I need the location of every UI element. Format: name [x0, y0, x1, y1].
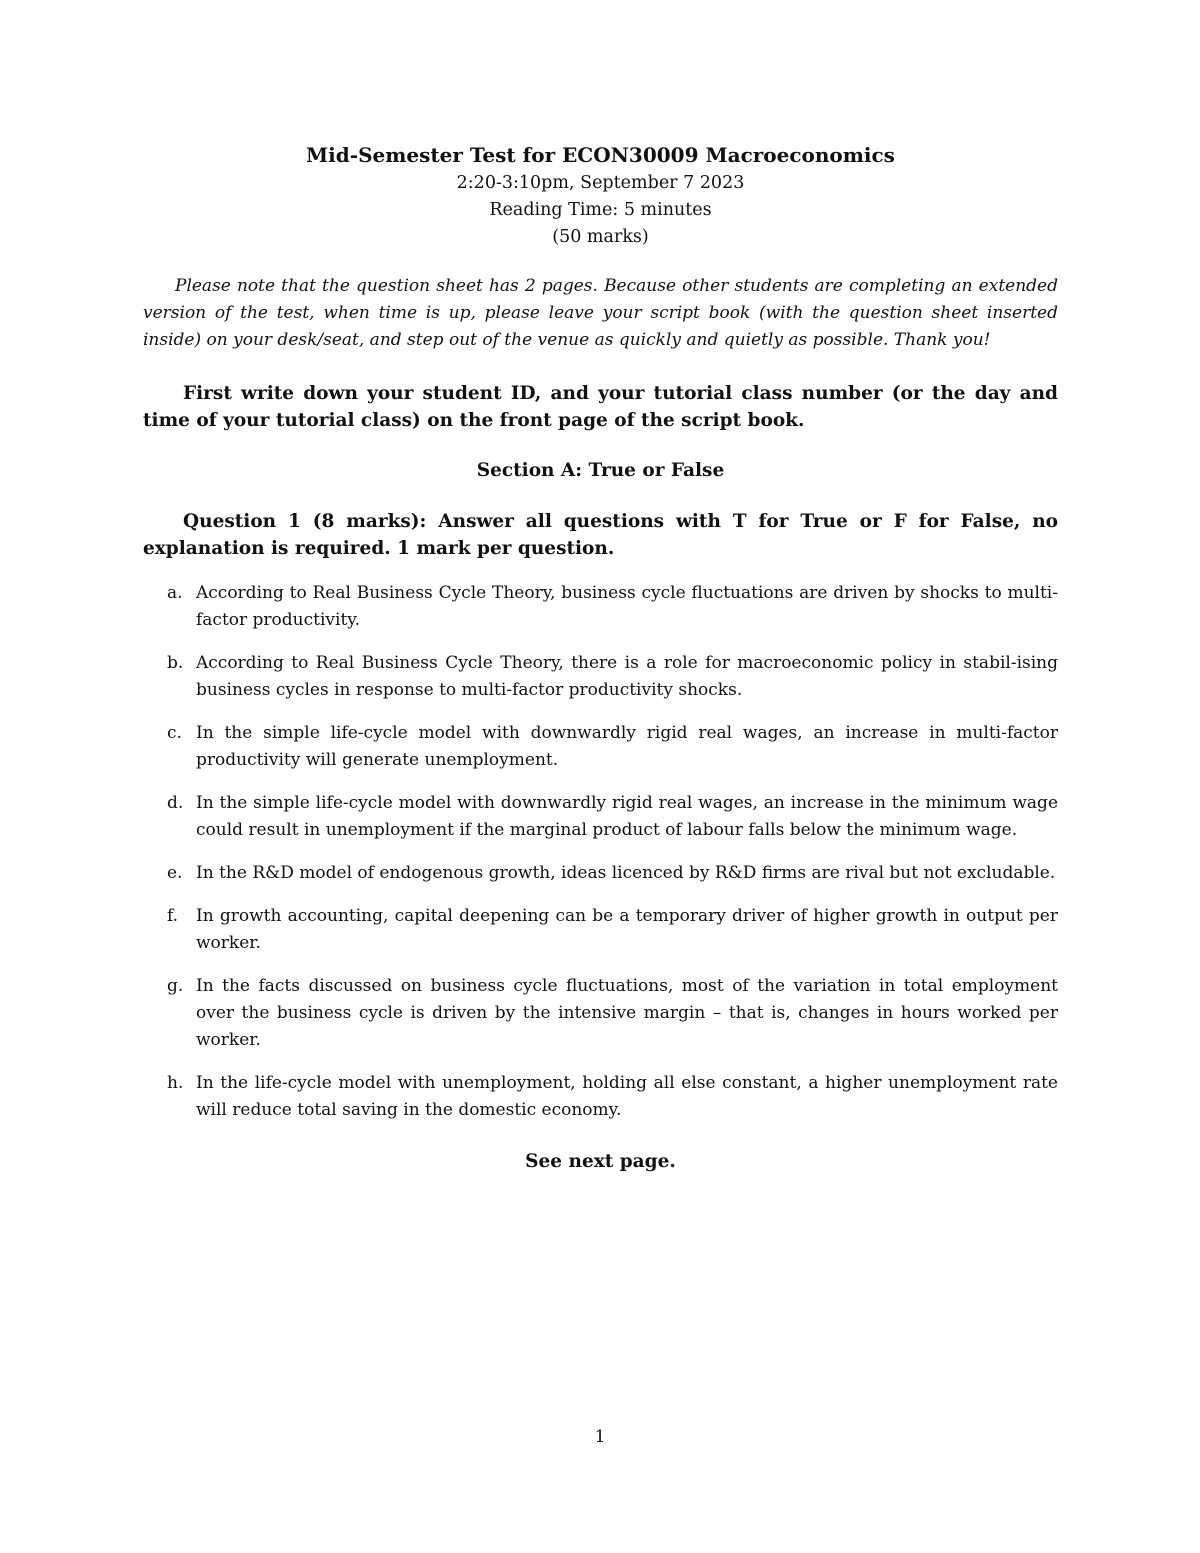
- item-letter: d.: [167, 793, 184, 813]
- item-letter: f.: [167, 906, 179, 926]
- list-item: [143, 973, 1058, 1054]
- list-item: [143, 650, 1058, 704]
- test-time: 2:20-3:10pm, September 7 2023: [456, 173, 745, 193]
- instructions-note: Please note that the question sheet has 2 pages. Because other students are completing an extended version of the test, when time is up, please leave your script book (with the question sheet inserted inside) on your desk/seat, and step out of the venue as quickly and quietly as possible. Thank you!: [143, 276, 1058, 350]
- item-text: In the life-cycle model with unemployment, holding all else constant, a higher unemployment rate will reduce total saving in the domestic economy.: [196, 1073, 1058, 1120]
- item-letter: e.: [167, 863, 183, 883]
- document-page: [143, 140, 1058, 1175]
- item-text: In growth accounting, capital deepening can be a temporary driver of higher growth in output per worker.: [196, 906, 1058, 953]
- page-title: Mid-Semester Test for ECON30009 Macroeconomics: [306, 143, 895, 167]
- question-1-heading: Question 1 (8 marks): Answer all questions with T for True or F for False, no explanation is required. 1 mark per question.: [143, 511, 1058, 559]
- section-a-heading: Section A: True or False: [476, 460, 725, 481]
- list-item: [143, 580, 1058, 634]
- see-next-page: See next page.: [525, 1151, 676, 1172]
- item-letter: h.: [167, 1073, 184, 1093]
- item-text: In the facts discussed on business cycle fluctuations, most of the variation in total employment over the business cycle is driven by the intensive margin – that is, changes in hours worked per worker.: [196, 976, 1058, 1050]
- item-text: In the R&D model of endogenous growth, ideas licenced by R&D firms are rival but not excludable.: [196, 863, 1056, 883]
- item-text: In the simple life-cycle model with downwardly rigid real wages, an increase in multi-factor productivity will generate unemployment.: [196, 723, 1058, 770]
- item-text: According to Real Business Cycle Theory, there is a role for macroeconomic policy in stabil-ising business cycles in response to multi-factor productivity shocks.: [196, 653, 1058, 700]
- reading-time: Reading Time: 5 minutes: [489, 200, 712, 220]
- list-item: [143, 903, 1058, 957]
- list-item: [143, 860, 1058, 887]
- page-number: 1: [594, 1427, 606, 1447]
- question-list: [143, 580, 1058, 1124]
- student-id-instruction: First write down your student ID, and your tutorial class number (or the day and time of your tutorial class) on the front page of the script book.: [143, 383, 1058, 431]
- item-letter: a.: [167, 583, 183, 603]
- item-text: In the simple life-cycle model with downwardly rigid real wages, an increase in the minimum wage could result in unemployment if the marginal product of labour falls below the minimum wage.: [196, 793, 1058, 840]
- item-letter: g.: [167, 976, 184, 996]
- list-item: [143, 720, 1058, 774]
- item-letter: b.: [167, 653, 184, 673]
- item-text: According to Real Business Cycle Theory, business cycle fluctuations are driven by shocks to multi-factor productivity.: [196, 583, 1058, 630]
- list-item: [143, 1070, 1058, 1124]
- item-letter: c.: [167, 723, 182, 743]
- list-item: [143, 790, 1058, 844]
- total-marks: (50 marks): [552, 227, 649, 247]
